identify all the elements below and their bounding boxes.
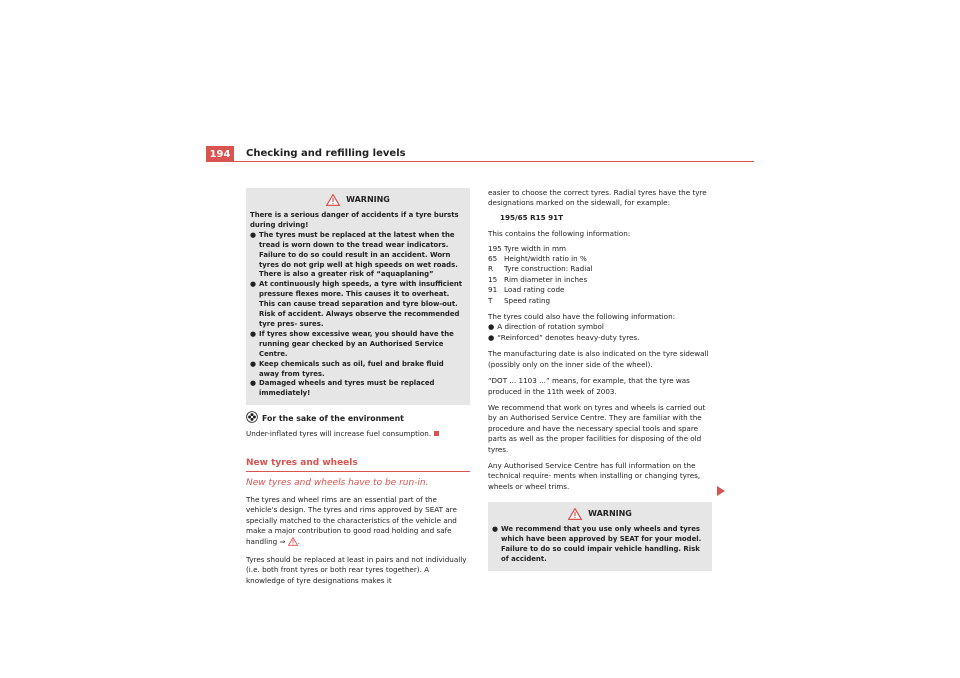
right-column (488, 188, 712, 571)
spec-key: 65 (488, 254, 498, 264)
left-column (246, 188, 470, 586)
spec-value: Tyre width in mm (504, 243, 566, 253)
flower-icon (246, 411, 258, 426)
warning-heading (250, 194, 466, 206)
list-item (488, 333, 712, 343)
header-divider (206, 161, 754, 162)
environment-text: Under-inflated tyres will increase fuel consumption. (246, 428, 432, 438)
paragraph: We recommend that work on tyres and wheels is carried out by an Authorised Service Centre. They are familiar with the procedure and have the necessary special tools and spare parts as well as the proper facilities for disposing of the old tyres. (488, 402, 706, 454)
spec-row (488, 244, 712, 254)
paragraph: The tyres could also have the following information: (488, 312, 676, 322)
bullet-icon: ● (250, 379, 257, 388)
bullet-icon: ● (250, 359, 257, 368)
section-title: New tyres and wheels (246, 457, 470, 472)
warning-heading (492, 508, 708, 520)
bullet-icon: ● (488, 332, 495, 342)
paragraph: The manufacturing date is also indicated on the tyre sidewall (possibly only on the inner side of the wheel). (488, 349, 709, 369)
bullet-text: If tyres show excessive wear, you should have the running gear checked by an Authorised Service Centre. (259, 329, 454, 358)
list-item (250, 280, 466, 330)
spec-row (488, 254, 712, 264)
bullet-icon: ● (492, 525, 499, 534)
bullet-icon: ● (250, 230, 257, 239)
warning-link-icon[interactable] (288, 536, 301, 549)
warning-text (250, 211, 466, 399)
list-item (250, 231, 466, 281)
page-number: 194 (206, 146, 234, 162)
spec-row (488, 285, 712, 295)
bullet-text: “Reinforced” denotes heavy-duty tyres. (497, 332, 640, 342)
bullet-text: A direction of rotation symbol (497, 322, 604, 332)
paragraph: “DOT ... 1103 ...” means, for example, that the tyre was produced in the 11th week of 2003. (488, 376, 690, 396)
spec-row (488, 296, 712, 306)
spec-key: R (488, 264, 493, 274)
spec-key: 195 (488, 243, 502, 253)
bullet-icon: ● (250, 280, 257, 289)
environment-heading (246, 411, 470, 426)
list-item (250, 330, 466, 360)
paragraph: easier to choose the correct tyres. Radial tyres have the tyre designations marked on the sidewall, for example: (488, 188, 707, 208)
spec-list (488, 244, 712, 306)
spec-value: Load rating code (504, 285, 565, 295)
list-item (250, 360, 466, 380)
paragraph-text: The tyres and wheel rims are an essential part of the vehicle's design. The tyres and rims approved by SEAT are specially matched to the characteristics of the vehicle and make a major contribution to good road holding and safe handling ⇒ (246, 495, 457, 546)
warning-box-tyres (246, 188, 470, 405)
bullet-text: At continuously high speeds, a tyre with insufficient pressure flexes more. This causes it to overheat. This can cause tread separation and tyre blow-out. Risk of accident. Always observe the recommended tyre pres- sures. (259, 280, 463, 328)
bullet-text: Keep chemicals such as oil, fuel and brake fluid away from tyres. (259, 359, 444, 378)
warning-triangle-icon (568, 508, 582, 520)
bullet-text: Damaged wheels and tyres must be replaced immediately! (259, 379, 435, 398)
warning-box-approved-wheels (488, 502, 712, 571)
continue-arrow-icon (717, 486, 725, 496)
bullet-text: The tyres must be replaced at the latest when the tread is worn down to the tread wear indicators. Failure to do so could result in an accident. Worn tyres do not grip well at high speeds on wet roads. There is also a greater risk of “aquaplaning” (259, 230, 458, 279)
spec-key: 15 (488, 274, 498, 284)
paragraph-text: . (297, 536, 301, 546)
bullet-icon: ● (250, 329, 257, 338)
spec-key: 91 (488, 285, 498, 295)
warning-triangle-icon (326, 194, 340, 206)
paragraph (246, 495, 470, 549)
spec-value: Rim diameter in inches (504, 274, 588, 284)
spec-row (488, 275, 712, 285)
bullet-text: We recommend that you use only wheels and tyres which have been approved by SEAT for your model. Failure to do so could impair vehicle handling. Risk of accident. (501, 525, 702, 563)
bullet-icon: ● (488, 322, 495, 332)
environment-title: For the sake of the environment (262, 413, 404, 423)
warning-title: WARNING (346, 194, 390, 204)
header-title: Checking and refilling levels (246, 148, 406, 159)
tyre-code: 195/65 R15 91T (500, 212, 564, 222)
warning-text (492, 525, 708, 565)
environment-text-block (246, 429, 470, 439)
spec-value: Height/width ratio in % (504, 254, 587, 264)
spec-value: Speed rating (504, 295, 551, 305)
spec-row (488, 264, 712, 274)
spec-value: Tyre construction: Radial (504, 264, 593, 274)
list-item (250, 379, 466, 399)
warning-intro: There is a serious danger of accidents if a tyre bursts during driving! (250, 211, 459, 229)
list-item (492, 525, 708, 565)
warning-title: WARNING (588, 508, 632, 518)
section-subtitle: New tyres and wheels have to be run-in. (246, 478, 429, 489)
section-end-icon (434, 431, 439, 436)
paragraph: Tyres should be replaced at least in pairs and not individually (i.e. both front tyres or both rear tyres together). A knowledge of tyre designations makes it (246, 555, 467, 585)
page-header (206, 146, 754, 162)
paragraph: Any Authorised Service Centre has full information on the technical require- ments when installing or changing tyres, wheels or wheel trims. (488, 460, 701, 491)
paragraph: This contains the following information: (488, 229, 631, 239)
list-item (488, 322, 712, 332)
spec-key: T (488, 295, 493, 305)
